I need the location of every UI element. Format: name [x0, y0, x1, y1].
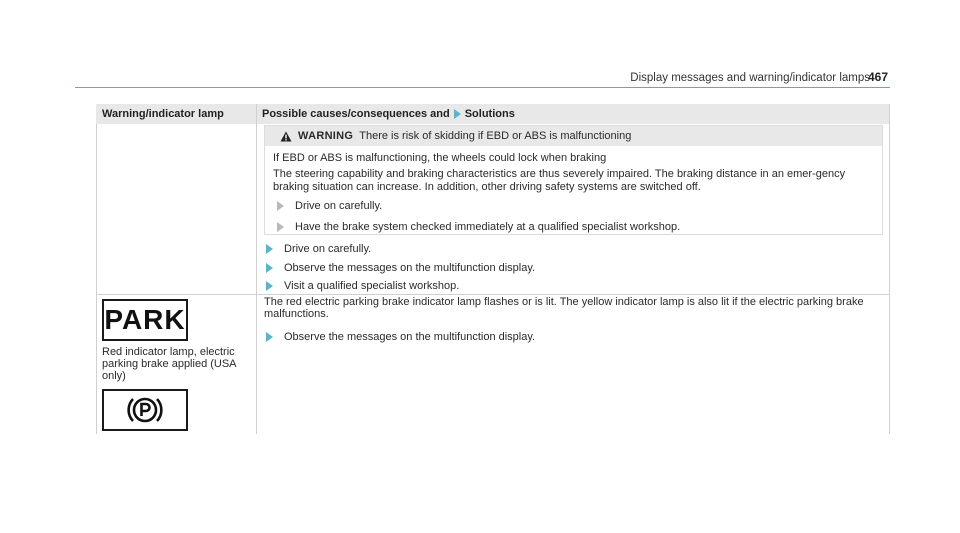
lamp-table [96, 104, 890, 434]
warning-step-1 [277, 200, 382, 212]
row-divider [96, 294, 890, 295]
row1-step-2 [266, 262, 535, 274]
col2-header-solutions: Solutions [464, 108, 515, 120]
col2-header-label: Possible causes/consequences and [262, 108, 450, 120]
warning-label: WARNING [298, 130, 354, 142]
header-rule [75, 87, 890, 88]
row2-text: The red electric parking brake indicator lamp flashes or is lit. The yellow indicator lamp is also lit if the electric parking brake malfunctions. [264, 296, 864, 320]
page-number: 467 [867, 70, 888, 84]
col2-header [262, 108, 515, 120]
arrow-right-icon [277, 222, 284, 232]
table-right-border [889, 104, 890, 434]
park-lamp-icon [102, 299, 188, 341]
warning-body [273, 152, 873, 194]
row1-step-1 [266, 243, 371, 255]
warning-box [264, 125, 883, 235]
page-header [0, 0, 960, 90]
header-title: Display messages and warning/indicator lamps [630, 72, 870, 84]
parking-brake-lamp-icon [102, 389, 188, 431]
row2-step-1 [266, 331, 535, 343]
park-lamp-text: PARK [104, 304, 186, 335]
warning-paragraph-2: The steering capability and braking characteristics are thus severely impaired. The braking distance in an emer-gency braking situation can increase. In addition, other driving safety systems are switched off. [273, 168, 846, 193]
lamp-description: Red indicator lamp, electric parking brake applied (USA only) [102, 346, 236, 382]
table-header-row [96, 104, 890, 124]
row1-step-3 [266, 280, 459, 292]
row1-step-2-text: Observe the messages on the multifunction display. [284, 262, 536, 274]
arrow-right-icon [277, 201, 284, 211]
table-left-border [96, 124, 97, 434]
arrow-right-icon [266, 281, 273, 291]
row2-content [264, 296, 884, 320]
warning-step-2-text: Have the brake system checked immediately at a qualified specialist workshop. [295, 221, 681, 233]
circled-p-icon [127, 392, 163, 428]
warning-triangle-icon [280, 131, 292, 142]
warning-step-2 [277, 221, 680, 233]
row1-step-3-text: Visit a qualified specialist workshop. [284, 280, 460, 292]
row2-step-1-text: Observe the messages on the multifunction display. [284, 331, 536, 343]
warning-step-1-text: Drive on carefully. [295, 200, 383, 212]
arrow-right-icon [266, 332, 273, 342]
arrow-right-icon [266, 263, 273, 273]
col1-header: Warning/indicator lamp [102, 108, 224, 120]
arrow-right-icon [454, 109, 461, 119]
arrow-right-icon [266, 244, 273, 254]
warning-title: There is risk of skidding if EBD or ABS is malfunctioning [359, 130, 632, 142]
row1-step-1-text: Drive on carefully. [284, 243, 372, 255]
warning-paragraph-1: If EBD or ABS is malfunctioning, the wheels could lock when braking [273, 152, 607, 164]
warning-header [265, 126, 882, 146]
column-divider [256, 104, 257, 434]
